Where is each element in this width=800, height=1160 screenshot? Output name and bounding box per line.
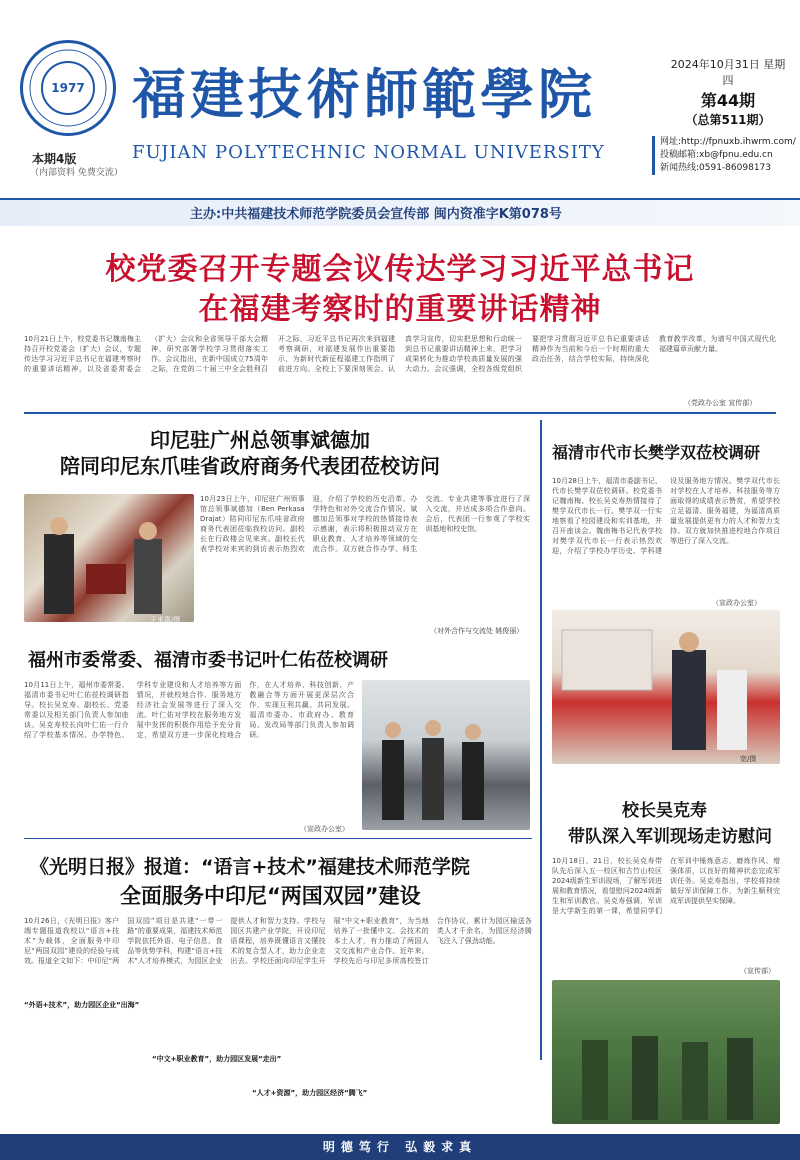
issue-date: 2024年10月31日 星期四 xyxy=(670,58,786,87)
guangming-body: 10月26日，《光明日报》客户端专题报道我校以“语言+技术”为载体，全面服务中印尼“两国双园”建设的经验与成效。报道全文如下：中印尼“两国双园”项目是共建“一带一路”的重要成果，福建技术师范学院依托外语、电子信息、食品等优势学科，构建“语言+技术”人才培养模式，为园区企业提供人才和智力支持。学校与园区共建产业学院，开设印尼语课程，培养既懂语言又懂技术的复合型人才，助力企业走出去。学校还面向印尼学生开展“中文+职业教育”，为当地培养了一批懂中文、会技术的本土人才，有力推动了两国人文交流和产业合作。近年来，学校先后与印尼多所高校签订合作协议，累计为园区输送各类人才千余名，为园区经济腾飞注入了强劲动能。 xyxy=(24,917,532,965)
hotline: 新闻热线:0591-86098173 xyxy=(660,163,771,173)
guangming-subhead-3: “人才+资源”，助力园区经济“腾飞” xyxy=(252,1089,368,1097)
indonesia-headline-2: 陪同印尼东爪哇省政府商务代表团莅校访问 xyxy=(60,454,440,478)
issue-number: 第44期 xyxy=(700,91,756,110)
indonesia-photo-credit: 王米嘉/摄 xyxy=(150,616,181,624)
fuzhou-body: 10月11日上午，福州市委常委、福清市委书记叶仁佑莅校调研指导。校长吴克寿、副校长、党委常委以及相关部门负责人参加座谈。吴克寿校长向叶仁佑一行介绍了学校基本情况、办学特色、学科专业建设和人才培养等方面情况，并就校地合作、服务地方经济社会发展等进行了深入交流。叶仁佑对学校在服务地方发展中发挥的积极作用给予充分肯定，希望双方进一步深化校地合作，在人才培养、科技创新、产教融合等方面开展更深层次合作，实现互利共赢、共同发展。福清市委办、市政府办、教育局、发改局等部门负责人参加调研。 xyxy=(24,681,354,739)
military-credit: （宣传部） xyxy=(740,967,775,975)
lead-headline-1: 校党委召开专题会议传达学习习近平总书记 xyxy=(105,252,695,287)
lead-body: 10月21日上午，校党委书记魏南梅主持召开校党委会（扩大）会议，专题传达学习习近平总书记在福建考察时的重要讲话精神，以及省委常委会（扩大）会议和全省领导干部大会精神，研究部署学校学习贯彻落实工作。会议指出，在新中国成立75周年之际，在党的二十届三中全会胜利召开之际，习近平总书记再次来到福建考察调研，对福建发展作出重要指示，为新时代新征程福建工作指明了前进方向。全校上下要深刻领会、认真学习宣传，切实把思想和行动统一到总书记重要讲话精神上来，把学习成果转化为推动学校高质量发展的强大动力。会议强调，全校各级党组织要把学习贯彻习近平总书记重要讲话精神作为当前和今后一个时期的重大政治任务，结合学校实际，持续深化教育教学改革，为谱写中国式现代化福建篇章贡献力量。 xyxy=(24,335,776,373)
indonesia-photo xyxy=(24,494,194,622)
fuqing-photo xyxy=(552,610,780,764)
fuqing-credit: （宣政办公室） xyxy=(712,599,761,607)
total-issue: （总第511期） xyxy=(685,113,771,127)
lead-credit: （党政办公室 宣传部） xyxy=(684,399,757,407)
photo-soldiers-icon xyxy=(552,980,780,1124)
website-link[interactable]: 网址:http://fpnuxb.ihwrm.com/ xyxy=(660,137,796,147)
newspaper-title-en: FUJIAN POLYTECHNIC NORMAL UNIVERSITY xyxy=(132,142,605,163)
photo-exhibit-icon xyxy=(552,610,780,764)
photo-group-icon xyxy=(362,680,530,830)
indonesia-headline-1: 印尼驻广州总领事斌德加 xyxy=(150,428,370,452)
column-divider xyxy=(540,420,542,1060)
military-headline-1: 校长吴克寿 xyxy=(622,801,707,821)
contact-box xyxy=(652,136,798,175)
military-photo xyxy=(552,980,780,1124)
military-body: 10月18日、21日，校长吴克寿带队先后深入五一校区和古竹山校区2024级新生军训现场，了解军训进展和教育情况，看望慰问2024级新生和军训教官。吴克寿强调，军训是大学新生的第一课，希望同学们在军训中锤炼意志、磨炼作风、增强体质，以良好的精神状态完成军训任务。吴克寿指出，学校将持续做好军训保障工作，为新生顺利完成军训提供坚实保障。 xyxy=(552,857,780,915)
school-motto: 明德笃行 弘毅求真 xyxy=(322,1140,478,1154)
indonesia-credit: （对外合作与交流处 姚俊丽） xyxy=(430,627,524,635)
sponsor-line: 主办:中共福建技术师范学院委员会宣传部 闽内资准字K第078号 xyxy=(190,207,562,222)
logo-year: 1977 xyxy=(41,61,95,115)
newspaper-title: 福建技術師範學院 xyxy=(132,62,596,126)
indonesia-body: 10月23日上午，印尼驻广州领事馆总领事斌德加（Ben Perkasa Drajat）陪同印尼东爪哇省政府商务代表团莅临我校访问。副校长在行政楼会见来宾。副校长代表学校对来宾的到访表示热烈欢迎，介绍了学校的历史沿革、办学特色和对外交流合作情况。斌德加总领事对学校的热情接待表示感谢，表示将积极推动双方在职业教育、人才培养等领域的交流合作。双方就合作办学、师生交流、专业共建等事宜进行了深入交流，并达成多项合作意向。会后，代表团一行参观了学校实训基地和校史馆。 xyxy=(200,495,530,553)
edition-count: 本期4版 xyxy=(32,152,77,166)
guangming-headline-1: 《光明日报》报道：“语言+技术”福建技术师范学院 xyxy=(30,856,470,878)
military-headline-2: 带队深入军训现场走访慰问 xyxy=(568,827,772,847)
email-link[interactable]: 投稿邮箱:xb@fpnu.edu.cn xyxy=(660,150,773,160)
fuzhou-headline: 福州市委常委、福清市委书记叶仁佑莅校调研 xyxy=(28,650,388,671)
lead-headline-2: 在福建考察时的重要讲话精神 xyxy=(198,292,602,327)
fuqing-body: 10月28日上午，福清市委副书记、代市长樊学双莅校调研。校党委书记魏南梅、校长吴克寿热情接待了樊学双代市长一行。樊学双一行实地察看了校园建设和实训基地，并召开座谈会。魏南梅书记代表学校对樊学双代市长一行表示热烈欢迎，介绍了学校办学历史、学科建设及服务地方情况。樊学双代市长对学校在人才培养、科技服务等方面取得的成绩表示赞赏，希望学校立足福清、服务福建，为福清高质量发展提供更有力的人才和智力支持。双方就加快推进校地合作项目等进行了深入交流。 xyxy=(552,477,780,555)
edition-note: （内部资料 免费交流） xyxy=(30,168,123,178)
guangming-subhead-2: “中文+职业教育”，助力园区发展“走出” xyxy=(152,1055,282,1063)
issue-info xyxy=(668,56,788,128)
divider xyxy=(24,838,532,839)
guangming-headline-2: 全面服务中印尼“两国双园”建设 xyxy=(120,884,421,908)
university-logo xyxy=(20,40,116,136)
fuqing-headline: 福清市代市长樊学双莅校调研 xyxy=(552,443,761,462)
guangming-subhead-1: “外语+技术”，助力园区企业“出海” xyxy=(24,1001,140,1009)
fuzhou-credit: （宣政办公室） xyxy=(300,825,349,833)
photo-figures-icon xyxy=(24,494,194,622)
fuqing-photo-credit: 宽/摄 xyxy=(740,755,757,763)
divider xyxy=(24,412,776,414)
fuzhou-photo xyxy=(362,680,530,830)
